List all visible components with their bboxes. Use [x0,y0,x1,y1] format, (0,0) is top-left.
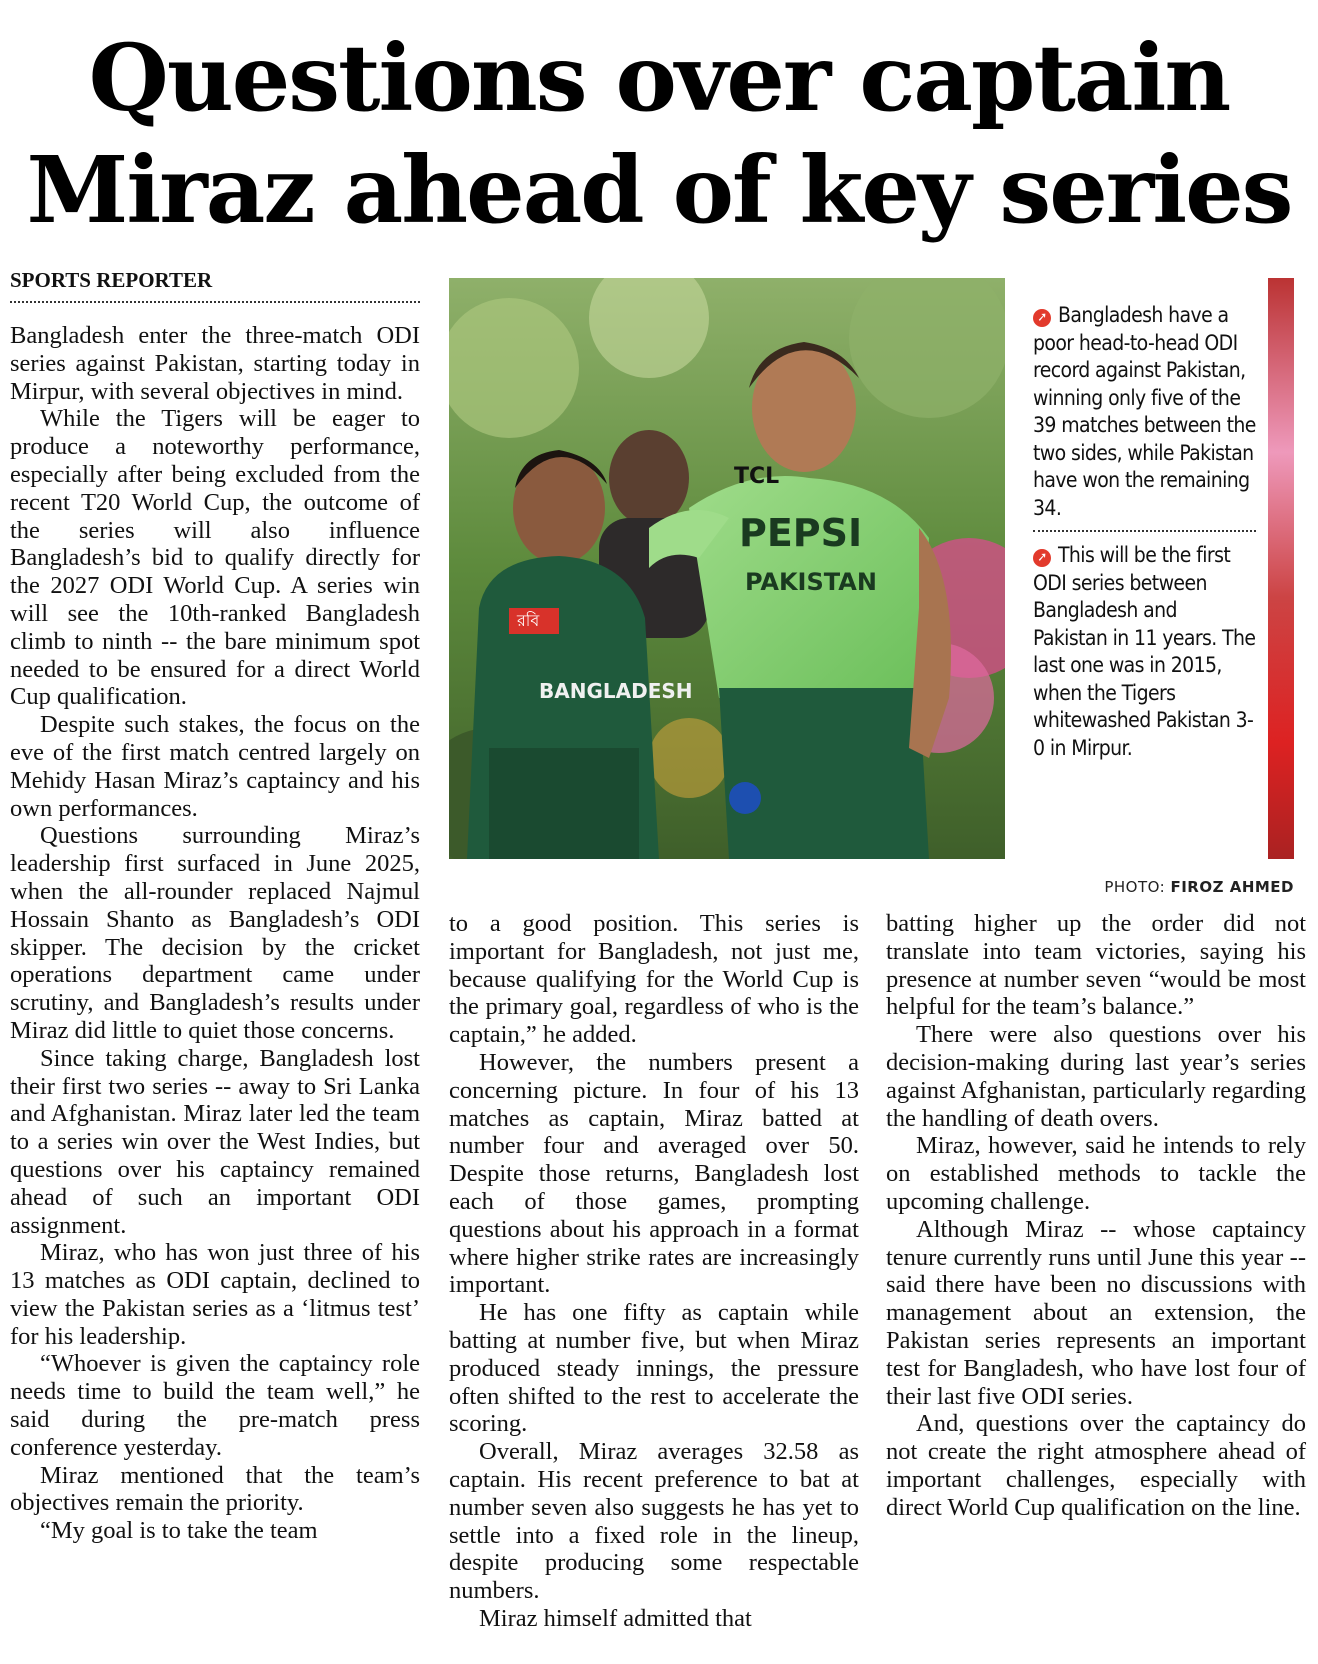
fact-item [1033,530,1256,762]
photo-credit-name: FIROZ AHMED [1170,878,1294,896]
paragraph: However, the numbers present a concerning picture. In four of his 13 matches as captain, Miraz batted at number four and averaged over 50. Despite those returns, Bangladesh lost each of those games, prompting questions about his approach in a format where higher strike rates are increasingly important. [449,1048,859,1299]
paragraph: “My goal is to take the team [40,1517,318,1545]
right-jersey-sponsor-top: TCL [734,464,780,489]
photo-illustration [449,278,1005,859]
article-column-3 [886,910,1306,1522]
paragraph: Miraz, who has won just three of his 13 matches as ODI captain, declined to view the Pakistan series as a ‘litmus test’ for his leadership. [10,1239,420,1350]
news-photo [449,278,1005,859]
left-jersey-team: BANGLADESH [539,679,693,703]
article-column-2 [449,910,859,1633]
article-column-1 [10,322,420,1545]
paragraph: “Whoever is given the captaincy role needs time to build the team well,” he said during the pre-match press conference yesterday. [10,1350,420,1461]
paragraph: While the Tigers will be eager to produce a noteworthy performance, especially after being excluded from the recent T20 World Cup, the outcome of the series will also influence Bangladesh’s bid to qualify directly for the 2027 ODI World Cup. A series win will see the 10th-ranked Bangladesh climb to ninth -- the bare minimum spot needed to be ensured for a direct World Cup qualification. [10,405,420,711]
paragraph: There were also questions over his decision-making during last year’s series against Afghanistan, particularly regarding the handling of death overs. [886,1021,1306,1132]
fact-item [1033,302,1256,522]
arrow-bullet-icon: ➚ [1033,549,1051,567]
paragraph: Miraz himself admitted that [479,1604,752,1632]
fact-text: This will be the first ODI series between Bangladesh and Pakistan in 11 years. The last one was in 2015, when the Tigers whitewashed Pakistan 3-0 in Mirpur. [1033,543,1256,760]
byline: SPORTS REPORTER [10,268,420,303]
paragraph: Miraz, however, said he intends to rely on established methods to tackle the upcoming challenge. [886,1132,1306,1215]
paragraph: Although Miraz -- whose captaincy tenure currently runs until June this year -- said there have been no discussions with management about an extension, the Pakistan series represents an important test for Bangladesh, who have lost four of their last five ODI series. [886,1215,1306,1410]
photo-credit [1104,878,1294,896]
paragraph: Questions surrounding Miraz’s leadership first surfaced in June 2025, when the all-rounder replaced Najmul Hossain Shanto as Bangladesh’s ODI skipper. The decision by the cricket operations department came under scrutiny, and Bangladesh’s results under Miraz did little to quiet those concerns. [10,822,420,1044]
fact-text: Bangladesh have a poor head-to-head ODI record against Pakistan, winning only five of the 39 matches between the two sides, while Pakistan have won the remaining 34. [1033,303,1256,520]
left-jersey-sponsor: রবি [517,611,540,630]
paragraph: He has one fifty as captain while batting at number five, but when Miraz produced steady innings, the pressure often shifted to the rest to accelerate the scoring. [449,1299,859,1438]
paragraph: to a good position. This series is important for Bangladesh, not just me, because qualifying for the World Cup is the primary goal, regardless of who is the captain,” he added. [449,910,859,1049]
headline [0,22,1318,246]
headline-line-1: Questions over captain [88,24,1230,132]
paragraph: Overall, Miraz averages 32.58 as captain. His recent preference to bat at number seven also suggests he has yet to settle into a fixed role in the lineup, despite producing some respectable numbers. [449,1438,859,1605]
paragraph: And, questions over the captaincy do not create the right atmosphere ahead of important challenges, especially with direct World Cup qualification on the line. [886,1410,1306,1521]
photo-edge-strip [1268,278,1294,859]
fact-box [1005,278,1268,859]
right-jersey-sponsor: PEPSI [739,511,863,555]
arrow-bullet-icon: ➚ [1033,309,1051,327]
paragraph: Since taking charge, Bangladesh lost their first two series -- away to Sri Lanka and Afghanistan. Miraz later led the team to a series win over the West Indies, but questions over his captaincy remained ahead of such an important ODI assignment. [10,1044,420,1239]
paragraph: batting higher up the order did not translate into team victories, saying his presence at number seven “would be most helpful for the team’s balance.” [886,910,1306,1021]
paragraph: Bangladesh enter the three-match ODI series against Pakistan, starting today in Mirpur, with several objectives in mind. [10,322,420,405]
right-jersey-team: PAKISTAN [745,568,877,596]
headline-line-2: Miraz ahead of key series [26,136,1292,244]
paragraph: Despite such stakes, the focus on the eve of the first match centred largely on Mehidy Hasan Miraz’s captaincy and his own performances. [10,711,420,822]
paragraph: Miraz mentioned that the team’s objectives remain the priority. [10,1461,420,1517]
photo-credit-label: PHOTO: [1104,878,1166,896]
